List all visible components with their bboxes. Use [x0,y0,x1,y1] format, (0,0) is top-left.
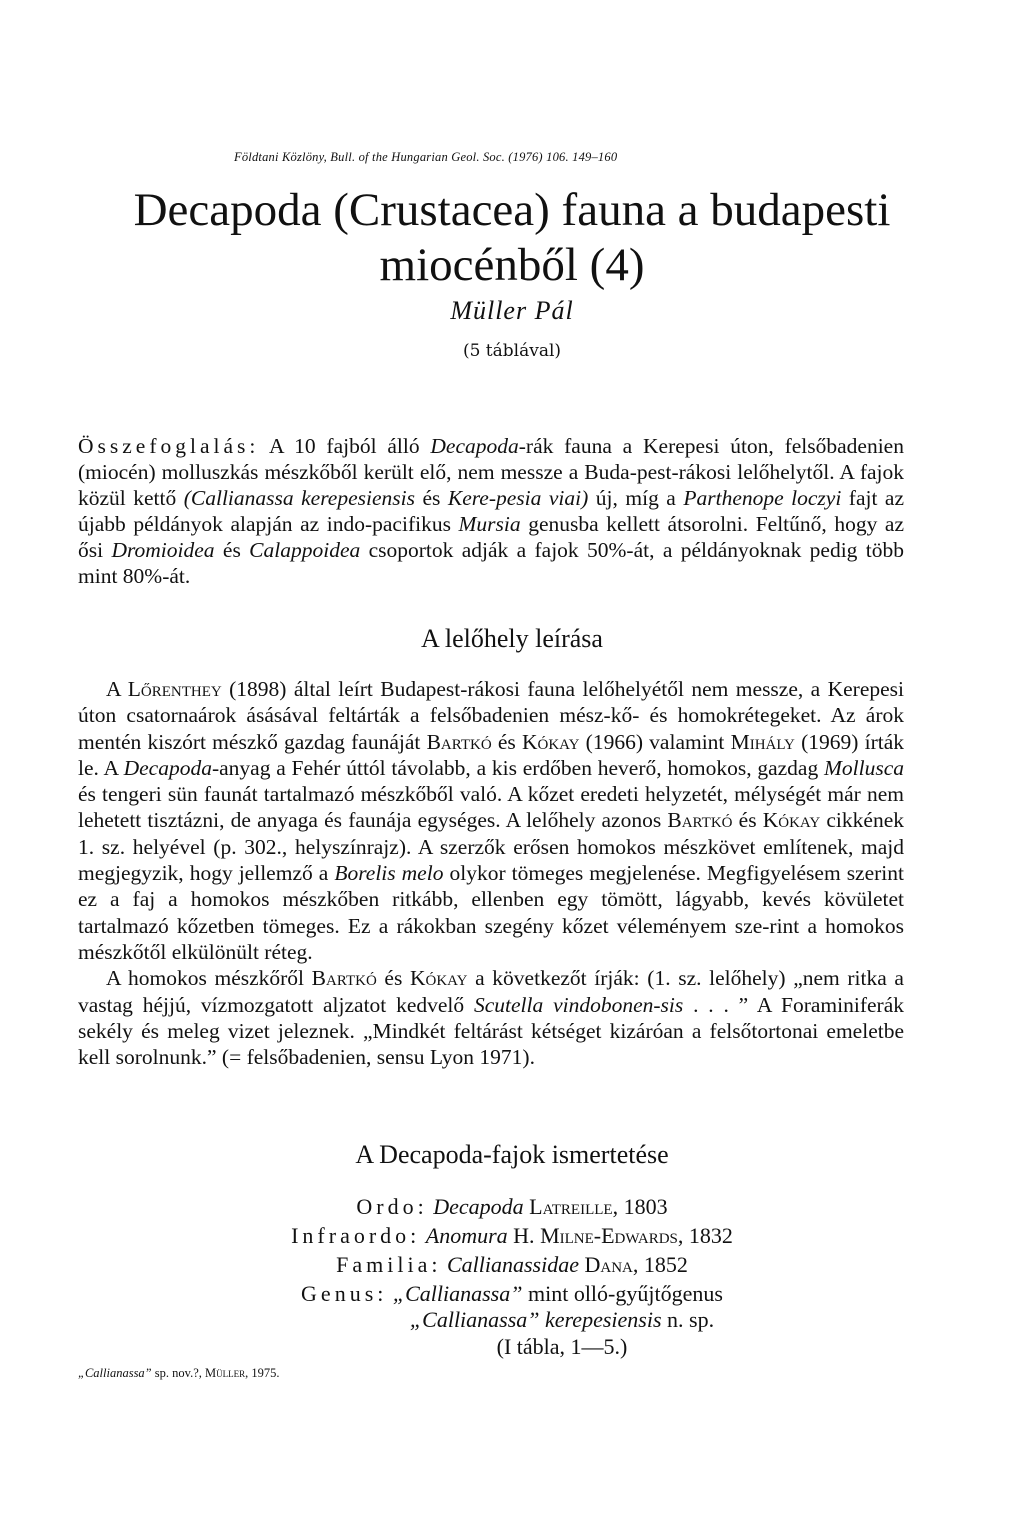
section-heading-species: A Decapoda-fajok ismertetése [355,1140,669,1169]
abstract-text: genusba kellett átsorolni. Feltűnő, hogy az ősi [78,512,904,562]
abstract-text: csoportok adják a fajok 50%-át, a példányoknak pedig több mint 80%-át. [78,538,904,588]
body-text: és [491,729,522,754]
genus-note: mint olló-gyűjtőgenus [522,1281,723,1306]
taxon-infraordo [0,1223,1024,1249]
abstract-text: A 10 fajból álló [269,434,431,458]
body-text: A homokos mészkőről [106,966,312,991]
abstract-label: Összefoglalás: [78,434,260,458]
year: , 1852 [632,1252,688,1277]
abstract-text: fajt az újabb példányok alapján az indo-pacifikus [78,486,905,536]
taxon-name: Kere-pesia viai) [447,486,589,510]
taxon-name: „Callianassa” [78,1366,152,1380]
abstract-text: új, míg a [588,486,684,510]
article-title [80,183,944,293]
author-initial: H. [507,1223,541,1248]
author-citation: Bartkó [426,729,492,754]
body-text: cikkének 1. sz. helyével (p. 302., helyszínrajz). A szerzők erősen homokos mészkövet említenek, majd megjegyzik, hogy jellemző a [78,808,904,886]
species-note: n. sp. [661,1307,715,1332]
taxon-genus [0,1281,1024,1307]
author-citation: Latreille [529,1194,613,1219]
body-text: . . . ” A Foraminiferák sekély és meleg vizet jeleznek. „Mindkét feltárást kétséget kizáróan a felsőtortonai emeletbe kell sorolnunk.” (= felsőbadenien, sensu Lyon 1971). [78,992,904,1070]
body-text: és tengeri sün faunát tartalmazó mészkőből való. A kőzet eredeti helyzetét, mélységét már nem lehetett tisztázni, de anyaga és faunája egységes. A lelőhely azonos [78,782,904,833]
author-citation: Müller [205,1366,246,1380]
taxon-name: (Callianassa kerepesiensis [183,486,415,510]
author-citation: Milne-Edwards [540,1223,678,1248]
title-line-2: miocénből (4) [379,239,645,291]
taxon-name: Borelis melo [334,861,444,886]
body-text: (1969) írták le. A [78,729,904,780]
abstract-text: és [414,486,448,510]
taxon-name: Decapoda- [123,755,220,780]
author-name: Müller Pál [450,296,574,325]
abstract [78,433,904,589]
year: , 1803 [612,1194,668,1219]
section-heading-locality: A lelőhely leírása [421,624,603,653]
author-citation: Mihály [730,729,795,754]
taxon-name: Parthenope loczyi [683,486,842,510]
rank-label: Infraordo: [291,1223,421,1248]
rank-label: Familia: [336,1252,442,1277]
author-citation: Lőrenthey [127,677,222,701]
abstract-text: és [214,538,250,562]
taxon-name: Calappoidea [249,538,361,562]
author-citation: Kókay [521,729,580,754]
body-text: olykor tömeges megjelenése. Megfigyelésem szerint ez a faj a homokos mészkőben ritkább, ellenben egy tömött, lágyabb, kevés kövületet tartalmazó kőzetben tömeges. Ez a rákokban szegény kőzet véleményem sze-rint a homokos mészkőtől elkülönült réteg. [78,861,904,964]
taxon-name: Callianassidae [446,1252,579,1277]
plate-reference: (I tábla, 1—5.) [496,1334,628,1359]
taxon-name: Decapoda [430,434,519,458]
body-text: a következőt írják: (1. sz. lelőhely) „nem ritka a vastag héjjú, vízmozgatott aljzatot kedvelő [78,966,904,1017]
abstract-text: -rák fauna a Kerepesi úton, felsőbadenien (miocén) molluszkás mészkőből került elő, nem messze a Buda-pest-rákosi lelőhelytől. A fajok közül kettő [78,434,904,510]
body-text: (1898) által leírt Budapest-rákosi fauna lelőhelyétől nem messze, a Kerepesi úton csatornaárok ásásával feltárták a felsőbadenien mész-kő- és homokrétegeket. Az árok mentén kiszórt mészkő gazdag faunáját [78,677,904,754]
rank-label: Ordo: [356,1194,428,1219]
taxon-name: Decapoda [433,1194,524,1219]
author-citation: Kókay [762,808,821,833]
taxon-name: Scutella vindobonen-sis [473,992,684,1017]
rank-label: Genus: [301,1281,388,1306]
body-text: és [376,966,410,991]
taxon-name: „Callianassa” [392,1281,523,1306]
year: , 1832 [677,1223,733,1248]
taxon-familia [0,1252,1024,1278]
body-text: A [106,677,128,701]
paragraph [78,676,904,965]
author-citation: Kókay [409,966,468,991]
taxon-name: Mollusca [823,755,905,780]
footnote [78,1366,280,1381]
body-text: és [732,808,763,833]
author-citation: Dana [584,1252,633,1277]
taxon-name: Dromioidea [111,538,215,562]
taxon-species [0,1307,1024,1333]
taxon-name: Mursia [458,512,521,536]
body-text: anyag a Fehér úttól távolabb, a kis erdőben heverő, homokos, gazdag [219,755,824,780]
footnote-text: sp. nov.?, [151,1366,205,1380]
taxon-name: Anomura [425,1223,508,1248]
taxon-ordo [0,1194,1024,1220]
body-text: (1966) valamint [579,729,731,754]
running-head: Földtani Közlöny, Bull. of the Hungarian Geol. Soc. (1976) 106. 149–160 [234,150,618,164]
plates-note: (5 táblával) [462,341,562,361]
paragraph [78,965,904,1070]
species-name: „Callianassa” kerepesiensis [409,1307,662,1332]
author-citation: Bartkó [667,808,733,833]
author-citation: Bartkó [311,966,377,991]
locality-description [78,676,904,1070]
year: , 1975. [245,1366,280,1380]
title-line-1: Decapoda (Crustacea) fauna a budapesti [133,184,891,236]
